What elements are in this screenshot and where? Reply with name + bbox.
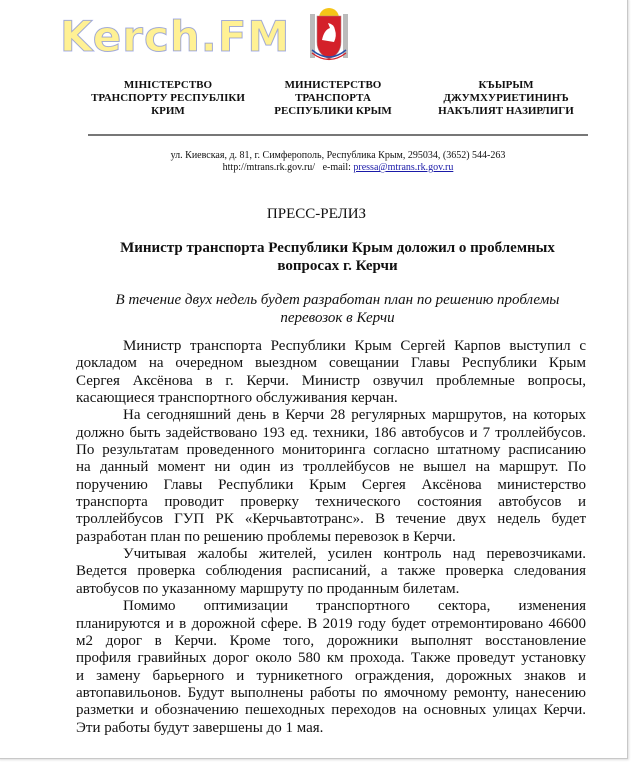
email-label: e-mail: xyxy=(322,162,351,173)
paragraph xyxy=(76,407,586,546)
paragraph-line: На сегодняшний день в Керчи 28 регулярных маршрутов, на которых xyxy=(123,407,586,424)
header-line: ДЖУМХУРИЕТИНИНЪ xyxy=(443,92,569,104)
subtitle-line: В течение двух недель будет разработан план по решению проблемы xyxy=(115,292,560,308)
paragraph-line: троллейбусов ГУП РК «Керчьавтотранс». В течение двух недель будет xyxy=(76,511,586,528)
header-line: РЕСПУБЛИКИ КРЫМ xyxy=(274,105,392,117)
email-link[interactable]: pressa@mtrans.rk.gov.ru xyxy=(353,162,454,173)
header-crimean-tatar xyxy=(426,79,586,118)
doc-body xyxy=(76,338,586,737)
header-line: МІНІСТЕРСТВО xyxy=(123,79,213,91)
title-line: Министр транспорта Республики Крым доложил о проблемных xyxy=(120,240,555,256)
header-line: КЪЫРЫМ xyxy=(478,79,534,91)
paragraph-line: Министр транспорта Республики Крым Сергей Карпов выступил с xyxy=(123,338,586,354)
paragraph xyxy=(76,338,586,407)
paragraph-line: и замену барьерного и турникетного ограждения, дорожных знаков и xyxy=(76,667,586,684)
watermark: Kerch.FM xyxy=(60,12,291,61)
paragraph xyxy=(76,546,586,598)
paragraph-line: По результатам проведенного мониторинга согласно штатному расписанию xyxy=(76,442,586,459)
header-line: ТРАНСПОРТА xyxy=(295,92,371,104)
paragraph-line: докладом на очередном выездном совещании Главы Республики Крым xyxy=(76,355,586,372)
subtitle-line: перевозок в Керчи xyxy=(280,310,395,326)
paragraph-line: м2 дорог в Керчи. Кроме того, дорожники выполнят восстановление xyxy=(76,632,586,649)
header-line: МИНИСТЕРСТВО xyxy=(284,79,382,91)
paragraph-line: поручению Главы Республики Крым Сергея Аксёнова министерство xyxy=(76,476,586,493)
paragraph-line: Учитывая жалобы жителей, усилен контроль над перевозчиками. xyxy=(123,546,586,563)
doc-title xyxy=(90,239,585,275)
paragraph-line: автобусов по указанному маршруту по проданным билетам. xyxy=(76,580,460,597)
paragraph-line: Помимо оптимизации транспортного сектора, изменения xyxy=(123,598,586,615)
doc-type: ПРЕСС-РЕЛИЗ xyxy=(266,206,367,222)
paragraph-line: разметки и обозначению пешеходных переходов на основных улицах Керчи. xyxy=(76,702,586,719)
header-divider xyxy=(88,134,588,136)
paragraph-line: Эти работы будут завершены до 1 мая. xyxy=(76,719,324,736)
crimea-coat-of-arms-icon xyxy=(309,6,349,64)
header-line: НАКЪЛИЯТ НАЗИРЛИГИ xyxy=(438,105,574,117)
header-line: КРИМ xyxy=(151,105,185,117)
address: ул. Киевская, д. 81, г. Симферополь, Республика Крым, 295034, (3652) 544-263 xyxy=(170,150,506,161)
title-line: вопросах г. Керчи xyxy=(277,258,398,274)
paragraph-line: транспорта проводит проверку технического состояния автобусов и xyxy=(76,494,586,511)
paragraph-line: Ведется проверка соблюдения расписаний, а также проверка следования xyxy=(76,563,586,580)
header-ukrainian xyxy=(88,79,248,118)
header-line: ТРАНСПОРТУ РЕСПУБЛІКИ xyxy=(91,92,245,104)
website: http://mtrans.rk.gov.ru/ xyxy=(222,162,316,173)
paragraph-line: должно быть задействовано 193 ед. техники, 186 автобусов и 7 троллейбусов. xyxy=(76,424,586,441)
paragraph xyxy=(76,598,586,737)
doc-subtitle xyxy=(90,291,585,327)
paragraph-line: на данный момент ни один из троллейбусов не вышел на маршрут. По xyxy=(76,459,586,476)
paragraph-line: профиля гравийных дорог около 580 км прохода. Также проведут установку xyxy=(76,650,586,667)
contact-block xyxy=(88,150,588,174)
paragraph-line: Сергея Аксёнова в г. Керчи. Министр озвучил проблемные вопросы, xyxy=(76,372,586,389)
paragraph-line: планируются и в дорожной сфере. В 2019 году будет отремонтировано 46600 xyxy=(76,615,586,632)
paragraph-line: касающиеся транспортного обслуживания керчан. xyxy=(76,390,398,407)
paragraph-line: разработан план по решению проблемы перевозок в Керчи. xyxy=(76,528,456,545)
paragraph-line: автопавильонов. Будут выполнены работы по ямочному ремонту, нанесению xyxy=(76,684,586,701)
header-russian xyxy=(253,79,413,118)
